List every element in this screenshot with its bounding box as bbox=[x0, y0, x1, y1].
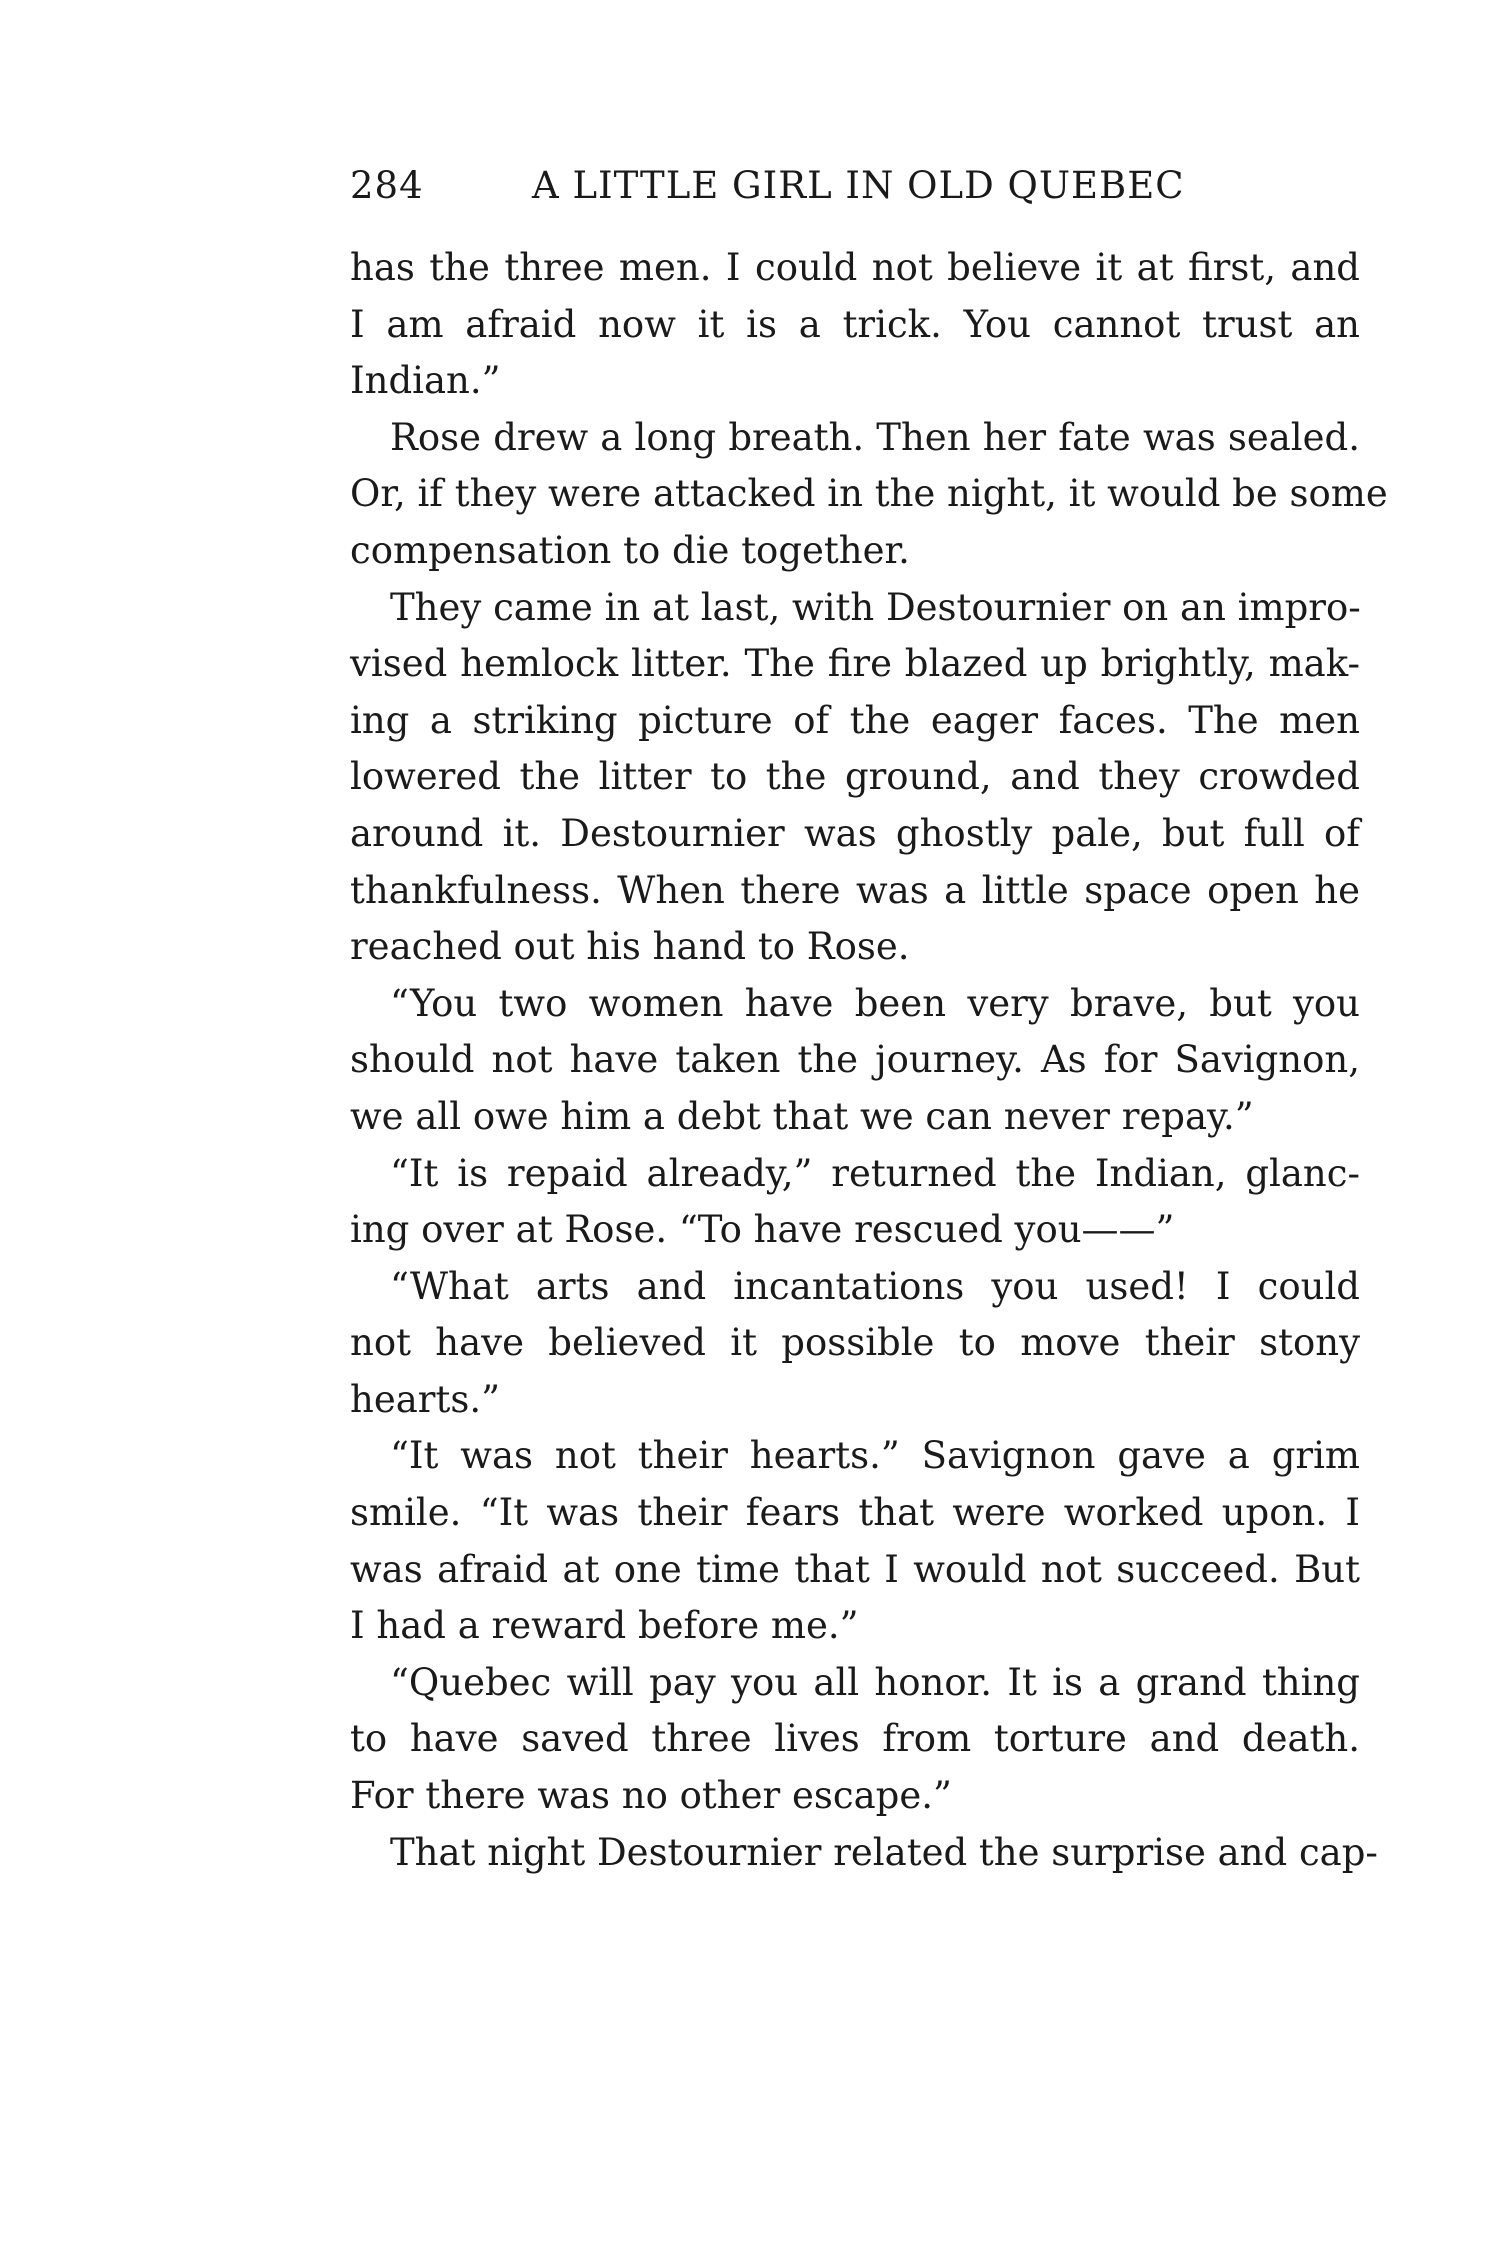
page-header bbox=[350, 160, 1350, 220]
text-line: around it. Destournier was ghostly pale, but full of bbox=[350, 811, 1360, 855]
text-line: reached out his hand to Rose. bbox=[350, 925, 910, 969]
text-line: lowered the litter to the ground, and they crowded bbox=[350, 755, 1360, 799]
text-line: They came in at last, with Destournier on an impro- bbox=[390, 585, 1361, 629]
text-line: Rose drew a long breath. Then her fate was sealed. bbox=[390, 415, 1360, 459]
text-line: For there was no other escape.” bbox=[350, 1774, 952, 1818]
text-line: Or, if they were attacked in the night, it would be some bbox=[350, 472, 1388, 516]
text-line: compensation to die together. bbox=[350, 528, 910, 572]
text-line: Indian.” bbox=[350, 359, 501, 403]
text-line: not have believed it possible to move their stony bbox=[350, 1321, 1360, 1365]
text-line: smile. “It was their fears that were worked upon. I bbox=[350, 1491, 1360, 1535]
text-line: should not have taken the journey. As for Savignon, bbox=[350, 1038, 1360, 1082]
page-number: 284 bbox=[350, 164, 424, 207]
text-line: to have saved three lives from torture and death. bbox=[350, 1717, 1360, 1761]
text-line: “You two women have been very brave, but you bbox=[390, 981, 1360, 1025]
text-line: I am afraid now it is a trick. You cannot trust an bbox=[350, 302, 1360, 346]
text-line: “What arts and incantations you used! I could bbox=[390, 1264, 1360, 1308]
running-title: A LITTLE GIRL IN OLD QUEBEC bbox=[532, 164, 1185, 207]
text-line: ing over at Rose. “To have rescued you——” bbox=[350, 1208, 1175, 1252]
text-line: hearts.” bbox=[350, 1377, 501, 1421]
text-line: That night Destournier related the surprise and cap- bbox=[390, 1830, 1378, 1874]
body-text bbox=[350, 240, 1388, 1881]
text-line: I had a reward before me.” bbox=[350, 1604, 859, 1648]
text-line: was afraid at one time that I would not succeed. But bbox=[350, 1547, 1360, 1591]
text-line: “It is repaid already,” returned the Indian, glanc- bbox=[390, 1151, 1360, 1195]
text-line: vised hemlock litter. The fire blazed up brightly, mak- bbox=[350, 642, 1360, 686]
text-line: ing a striking picture of the eager faces. The men bbox=[350, 698, 1360, 742]
text-line: “Quebec will pay you all honor. It is a grand thing bbox=[390, 1660, 1360, 1704]
text-line: has the three men. I could not believe it at first, and bbox=[350, 246, 1360, 289]
text-line: we all owe him a debt that we can never repay.” bbox=[350, 1094, 1254, 1138]
text-line: “It was not their hearts.” Savignon gave a grim bbox=[390, 1434, 1360, 1478]
text-line: thankfulness. When there was a little space open he bbox=[350, 868, 1360, 912]
